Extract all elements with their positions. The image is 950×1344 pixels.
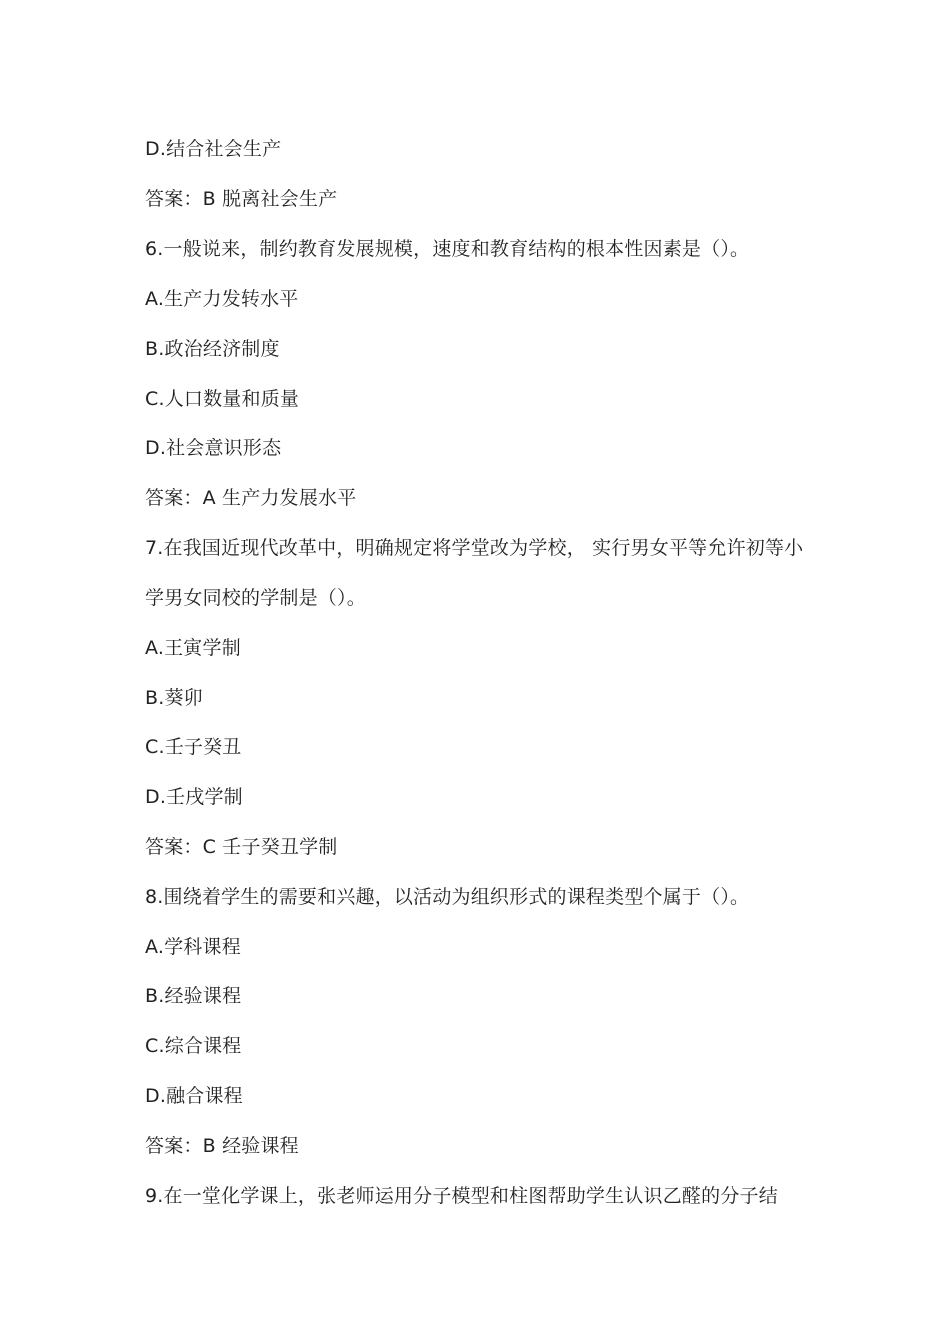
- question-7-line-2: 学男女同校的学制是（）。: [145, 587, 366, 609]
- option-a-q8: A.学科课程: [145, 936, 241, 958]
- option-d-q7: D.壬戌学制: [145, 786, 243, 808]
- option-c-q7: C.壬子癸丑: [145, 736, 242, 758]
- option-b-q6: B.政治经济制度: [145, 338, 280, 360]
- option-c-q6: C.人口数量和质量: [145, 388, 300, 410]
- option-b-q8: B.经验课程: [145, 985, 242, 1007]
- question-6: 6.一般说来，制约教育发展规模，速度和教育结构的根本性因素是（）。: [145, 238, 750, 260]
- question-8: 8.围绕着学生的需要和兴趣，以活动为组织形式的课程类型个属于（）。: [145, 886, 750, 908]
- answer-q6: 答案：A 生产力发展水平: [145, 487, 357, 509]
- option-c-q8: C.综合课程: [145, 1035, 242, 1057]
- answer-q7: 答案：C 壬子癸丑学制: [145, 836, 338, 858]
- option-d-q6: D.社会意识形态: [145, 437, 282, 459]
- answer-q5: 答案：B 脱离社会生产: [145, 188, 338, 210]
- question-7-line-1: 7.在我国近现代改革中，明确规定将学堂改为学校， 实行男女平等允许初等小: [145, 537, 804, 559]
- question-9-line-1: 9.在一堂化学课上，张老师运用分子模型和柱图帮助学生认识乙醛的分子结: [145, 1185, 778, 1207]
- option-d-q5: D.结合社会生产: [145, 138, 282, 160]
- option-d-q8: D.融合课程: [145, 1085, 243, 1107]
- option-a-q7: A.王寅学制: [145, 637, 241, 659]
- option-a-q6: A.生产力发转水平: [145, 288, 299, 310]
- answer-q8: 答案：B 经验课程: [145, 1135, 299, 1157]
- option-b-q7: B.葵卯: [145, 687, 203, 709]
